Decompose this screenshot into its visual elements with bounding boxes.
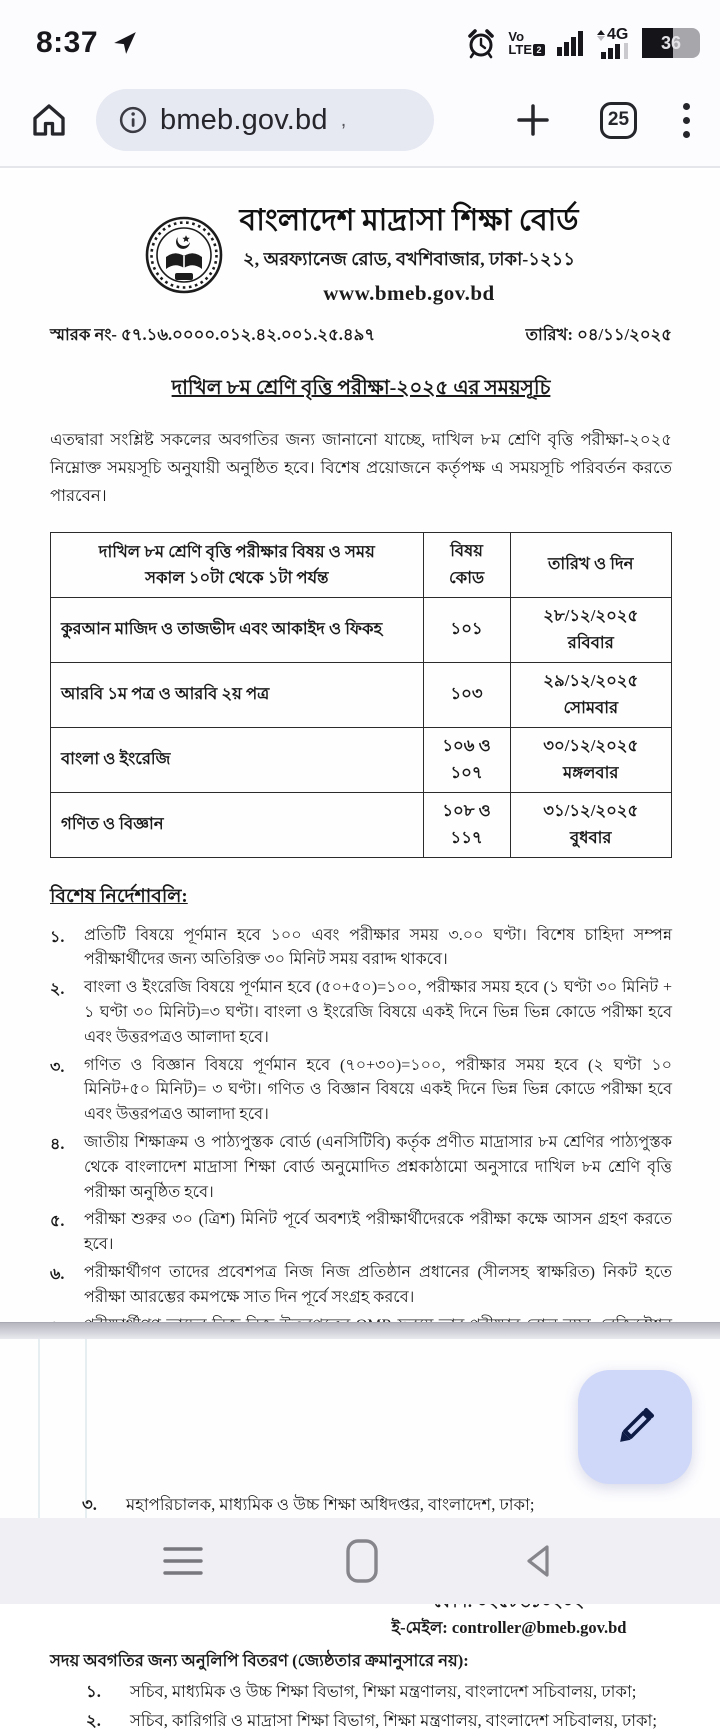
board-website: www.bmeb.gov.bd (323, 280, 495, 305)
board-address: ২, অরফ্যানেজ রোড, বখশিবাজার, ঢাকা-১২১১ (242, 248, 576, 269)
col-date-header: তারিখ ও দিন (510, 532, 671, 597)
4g-indicator: 4G (597, 27, 631, 59)
cc-list (50, 1679, 672, 1735)
bmeb-seal-logo (144, 215, 224, 295)
info-icon[interactable] (118, 105, 148, 135)
table-row: বাংলা ও ইংরেজি ১০৬ ও ১০৭ ৩০/১২/২০২৫ মঙ্গলবার (51, 727, 672, 792)
table-row: গণিত ও বিজ্ঞান ১০৮ ও ১১৭ ৩১/১২/২০২৫ বুধবার (51, 792, 672, 857)
cc-item: ২. সচিব, কারিগরি ও মাদ্রাসা শিক্ষা বিভাগ, শিক্ষা মন্ত্রণালয়, বাংলাদেশ সচিবালয়, ঢাকা; (86, 1711, 657, 1731)
home-pill-icon (345, 1538, 379, 1584)
board-name: বাংলাদেশ মাদ্রাসা শিক্ষা বোর্ড (239, 204, 579, 237)
instruction-item: ৫. পরীক্ষা শুরুর ৩০ (ত্রিশ) মিনিট পূর্বে অবশ্যই পরীক্ষার্থীদেরকে পরীক্ষা কক্ষে আসন গ্রহণ করতে হবে। (50, 1211, 672, 1254)
tab-count: 25 (607, 109, 630, 130)
instructions-heading: বিশেষ নির্দেশাবলি: (50, 885, 188, 907)
clock-time: 8:37 (36, 26, 99, 59)
new-tab-icon[interactable] (512, 99, 554, 141)
back-button[interactable] (519, 1541, 559, 1581)
col-code-header: বিষয় কোড (423, 532, 510, 597)
pencil-icon (609, 1401, 661, 1453)
cc-heading: সদয় অবগতির জন্য অনুলিপি বিতরণ (জ্যেষ্ঠতার ক্রমানুসারে নয়): (50, 1651, 469, 1671)
status-bar (0, 0, 720, 80)
data-arrows-icon (597, 30, 605, 41)
home-icon[interactable] (28, 99, 70, 141)
android-nav-bar (0, 1518, 720, 1604)
home-nav-button[interactable] (345, 1538, 379, 1584)
document-header (50, 204, 672, 306)
volte-indicator: Vo LTE 2 (508, 30, 545, 56)
instruction-item: ২. বাংলা ও ইংরেজি বিষয়ে পূর্ণমান হবে (৫০+৫০)=১০০, পরীক্ষার সময় হবে (১ ঘণ্টা ৩০ মিনিট + ১ ঘণ্টা ৩০ মিনিট)=৩ ঘণ্টা। বাংলা ও ইংরেজি বিষয়ে একই দিনে ভিন্ন ভিন্ন কোডে পরীক্ষা হবে এবং উত্তরপত্রও আলাদা হবে। (50, 979, 672, 1046)
browser-toolbar (0, 80, 720, 168)
instruction-item: ১. প্রতিটি বিষয়ে পূর্ণমান হবে ১০০ এবং পরীক্ষার সময় ৩.০০ ঘণ্টা। বিশেষ চাহিদা সম্পন্ন পরীক্ষার্থীদের জন্য অতিরিক্ত ৩০ মিনিট সময় বরাদ্দ থাকবে। (50, 926, 672, 969)
cc-item: ১. সচিব, মাধ্যমিক ও উচ্চ শিক্ষা বিভাগ, শিক্ষা মন্ত্রণালয়, বাংলাদেশ সচিবালয়, ঢাকা; (86, 1682, 637, 1702)
cc-item: ৩. মহাপরিচালক, মাধ্যমিক ও উচ্চ শিক্ষা অধিদপ্তর, বাংলাদেশ, ঢাকা; (82, 1495, 535, 1514)
instruction-item: ৬. পরীক্ষার্থীগণ তাদের প্রবেশপত্র নিজ নিজ প্রতিষ্ঠান প্রধানের (সীলসহ স্বাক্ষরিত) নিকট হতে পরীক্ষা আরম্ভের কমপক্ষে সাত দিন পূর্বে সংগ্রহ করবে। (50, 1264, 672, 1306)
send-location-icon (112, 30, 138, 56)
hamburger-icon (161, 1544, 205, 1578)
instruction-item: ৪. জাতীয় শিক্ষাক্রম ও পাঠ্যপুস্তক বোর্ড (এনসিটিবি) কর্তৃক প্রণীত মাদ্রাসার ৮ম শ্রেণির পাঠ্যপুস্তক থেকে বাংলাদেশ মাদ্রাসা শিক্ষা বোর্ড অনুমোদিত প্রশ্নকাঠামো অনুসারে দাখিল ৮ম শ্রেণি বৃত্তি পরীক্ষা অনুষ্ঠিত হবে। (50, 1134, 672, 1201)
url-text: bmeb.gov.bd (160, 103, 328, 136)
instruction-item: ৩. গণিত ও বিজ্ঞান বিষয়ে পূর্ণমান হবে (৭০+৩০)=১০০, পরীক্ষার সময় হবে (২ ঘণ্টা ১০ মিনিট+৫০ মিনিট)= ৩ ঘণ্টা। গণিত ও বিজ্ঞান বিষয়ে একই দিনে ভিন্ন ভিন্ন কোডে পরীক্ষা হবে এবং উত্তরপত্রও আলাদা হবে। (50, 1056, 672, 1124)
menu-kebab-icon[interactable] (683, 103, 690, 138)
battery-percent: 36 (660, 32, 682, 53)
memo-date: তারিখ: ০৪/১১/২০২৫ (525, 324, 672, 344)
table-row: আরবি ১ম পত্র ও আরবি ২য় পত্র ১০৩ ২৯/১২/২০২৫ সোমবার (51, 662, 672, 727)
table-header-row (51, 532, 672, 597)
page-break-divider (0, 1322, 720, 1339)
battery-icon (642, 28, 700, 58)
document-title: দাখিল ৮ম শ্রেণি বৃত্তি পরীক্ষা-২০২৫ এর সময়সূচি (171, 376, 551, 399)
tab-switcher-button[interactable] (600, 102, 637, 139)
table-row: কুরআন মাজিদ ও তাজভীদ এবং আকাইদ ও ফিকহ ১০১ ২৮/১২/২০২৫ রবিবার (51, 597, 672, 662)
signal-strength-icon (556, 28, 586, 58)
volte-badge: 2 (533, 44, 545, 56)
url-bar[interactable] (96, 89, 434, 151)
recents-button[interactable] (161, 1544, 205, 1578)
sim2-signal-icon (597, 43, 631, 59)
url-suffix: , (340, 108, 347, 131)
intro-paragraph: এতদ্বারা সংশ্লিষ্ট সকলের অবগতির জন্য জানানো যাচ্ছে, দাখিল ৮ম শ্রেণি বৃত্তি পরীক্ষা-২০২৫ নিম্নোক্ত সময়সূচি অনুযায়ী অনুষ্ঠিত হবে। বিশেষ প্রয়োজনে কর্তৃপক্ষ এ সময়সূচি পরিবর্তন করতে পারবেন। (50, 429, 672, 505)
memo-number: স্মারক নং- ৫৭.১৬.০০০০.০১২.৪২.০০১.২৫.৪৯৭ (50, 324, 376, 344)
col-subject-header: দাখিল ৮ম শ্রেণি বৃত্তি পরীক্ষার বিষয় ও সময় সকাল ১০টা থেকে ১টা পর্যন্ত (51, 532, 424, 597)
signatory-email: ই-মেইল: controller@bmeb.gov.bd (391, 1617, 627, 1637)
scan-artifact-line (38, 1339, 40, 1518)
exam-schedule-table (50, 532, 672, 858)
alarm-icon (465, 27, 497, 59)
back-triangle-icon (519, 1541, 559, 1581)
edit-fab-button[interactable] (578, 1370, 692, 1484)
